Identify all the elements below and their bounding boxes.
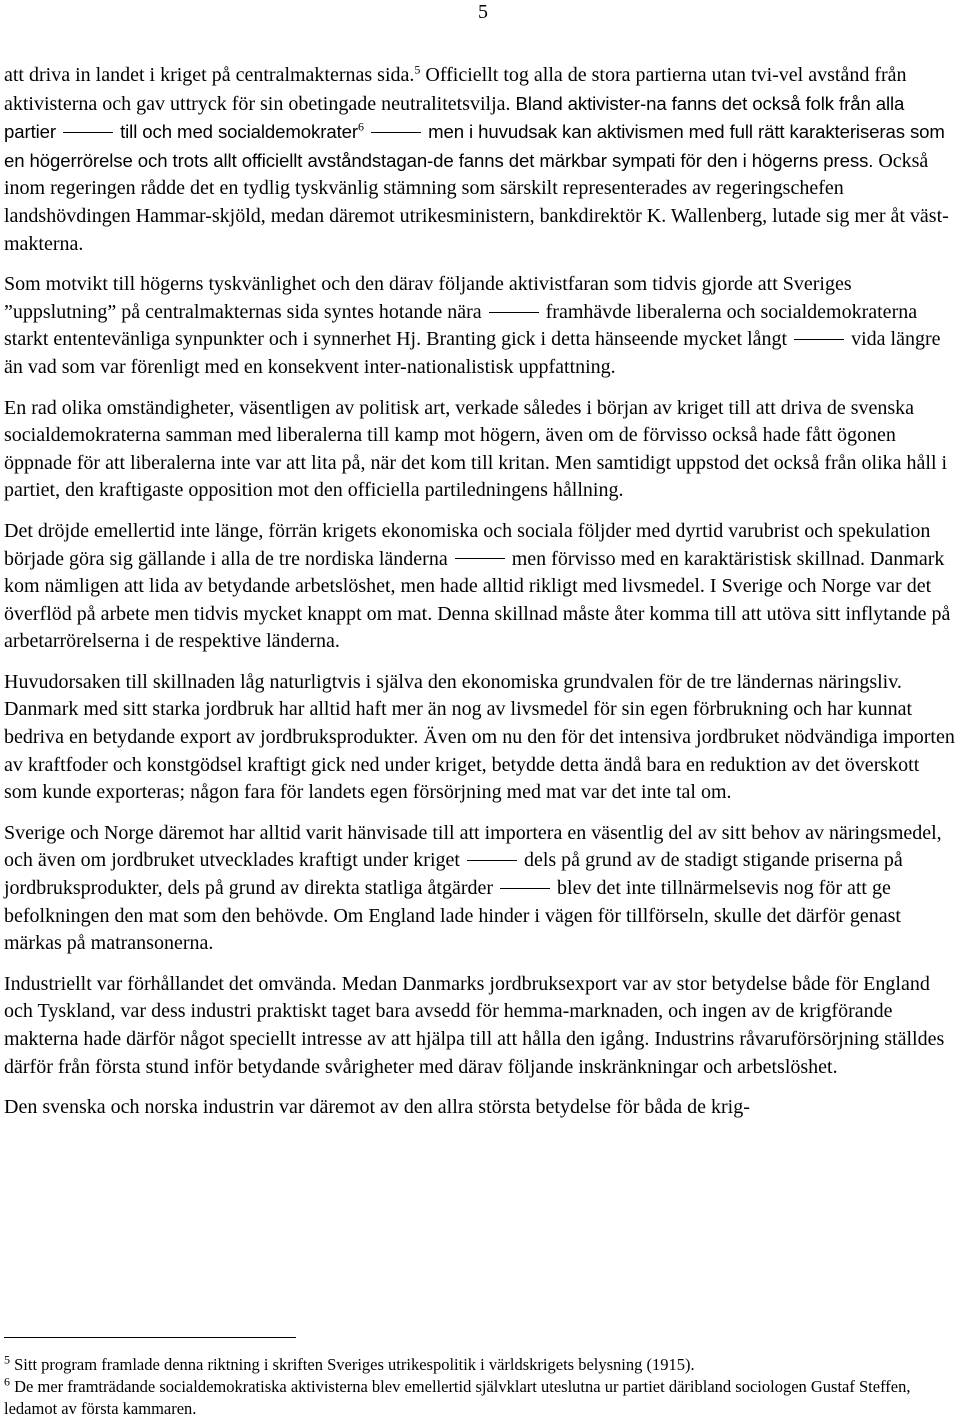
paragraph-6-text-b: dels på grund av de stadigt stigande priserna på jordbruksprodukter, dels på grund av direkta statliga åtgärder: [4, 849, 903, 900]
paragraph-1-text-a: att driva in landet i kriget på centralmakternas sida.: [4, 64, 415, 86]
footnote-text: Sitt program framlade denna riktning i skriften Sveriges utrikespolitik i världskrigets belysning (1915).: [10, 1355, 695, 1374]
footnote-ref-6[interactable]: 6: [357, 119, 364, 134]
footnotes: [4, 1354, 956, 1420]
paragraph-6: [4, 820, 956, 958]
paragraph-1-text-c: Bland aktivister-na fanns det också folk från alla partier: [4, 92, 905, 143]
em-dash: [489, 312, 539, 313]
paragraph-2-text-b: framhävde liberalerna och socialdemokraterna starkt ententevänliga synpunkter och i synnerhet Hj. Branting gick i detta hänseende mycket långt: [4, 300, 918, 351]
paragraph-3: En rad olika omständigheter, väsentligen av politisk art, verkade således i början av kriget till att driva de svenska socialdemokraterna samman med liberalerna till kamp mot högern, även om de förvisso också hade fått ögonen öppnade för att liberalerna inte var att lita på, när det kom till kritan. Men samtidigt uppstod det också från olika håll i partiet, den kraftigaste opposition mot den officiella partiledningens hållning.: [4, 396, 948, 502]
footnote-divider: [4, 1337, 296, 1338]
em-dash: [371, 132, 421, 133]
footnote-6: [4, 1376, 956, 1420]
em-dash: [794, 339, 844, 340]
em-dash: [63, 132, 113, 133]
paragraph-4: [4, 518, 956, 656]
paragraph-6-text-a: Sverige och Norge däremot har alltid varit hänvisade till att importera en väsentlig del av sitt behov av näringsmedel, och även om jordbruket utvecklades kraftigt under kriget: [4, 821, 942, 872]
page-number: 5: [478, 1, 488, 23]
footnote-ref-5[interactable]: 5: [414, 62, 421, 77]
paragraph-1-text-f: men i huvudsak kan aktivismen med full rätt karakteriseras som en högerrörelse och trots allt officiellt avståndstagan-de fanns det märkbar sympati för den i högerns press.: [4, 121, 945, 171]
footnote-5: [4, 1354, 956, 1376]
paragraph-8: Den svenska och norska industrin var däremot av den allra största betydelse för båda de krig-: [4, 1096, 750, 1119]
footnote-number: 6: [4, 1374, 10, 1389]
paragraph-1-text-g: Också inom regeringen rådde det en tydlig tyskvänlig stämning som särskilt representerades av regeringschefen landshövdingen Hammar-skjöld, medan däremot utrikesministern, bankdirektör K. Wallenberg, lutade sig mer åt väst-makterna.: [4, 149, 949, 255]
paragraph-1-text-b: Officiellt tog alla de stora partierna utan tvi-vel avstånd från aktivisterna och gav uttryck för sin obetingade neutralitetsvilja.: [4, 64, 907, 115]
body-text: [4, 62, 956, 1135]
paragraph-4-text-a: Det dröjde emellertid inte länge, förrän krigets ekonomiska och sociala följder med dyrtid varubrist och spekulation började göra sig gällande i alla de tre nordiska länderna: [4, 519, 931, 570]
em-dash: [455, 558, 505, 559]
paragraph-1: [4, 62, 956, 258]
paragraph-4-text-b: men förvisso med en karaktäristisk skillnad. Danmark kom nämligen att lida av betydande arbetslöshet, men hade alltid rikligt med livsmedel. I Sverige och Norge var det överflöd på arbete men tidvis mycket knappt om mat. Denna skillnad måste åter komma till att utöva sitt inflytande på arbetarrörelserna i de respektive länderna.: [4, 547, 951, 653]
footnote-text: De mer framträdande socialdemokratiska aktivisterna blev emellertid självklart uteslutna ur partiet däribland sociologen Gustaf Steffen, ledamot av första kammaren.: [4, 1377, 911, 1418]
paragraph-2: [4, 271, 956, 381]
paragraph-6-text-c: blev det inte tillnärmelsevis nog för att ge befolkningen den mat som den behövde. Om England lade hinder i vägen för tillförseln, skulle det därför genast märkas på matransonerna.: [4, 877, 901, 955]
paragraph-7: Industriellt var förhållandet det omvända. Medan Danmarks jordbruksexport var av stor betydelse både för England och Tyskland, var dess industri praktiskt taget bara avsedd för hemma-marknaden, och ingen av de krigförande makterna hade därför något speciellt intresse av att hjälpa till att hålla den igång. Industrins råvaruförsörjning ställdes därför från första stund inför betydande svårigheter med därav följande inskränkningar och arbetslöshet.: [4, 972, 945, 1078]
paragraph-2-text-a: Som motvikt till högerns tyskvänlighet och den därav följande aktivistfaran som tidvis gjorde att Sveriges ”uppslutning” på centralmakternas sida syntes hotande nära: [4, 273, 852, 323]
em-dash: [500, 888, 550, 889]
paragraph-5: Huvudorsaken till skillnaden låg naturligtvis i själva den ekonomiska grundvalen för de tre ländernas näringsliv. Danmark med sitt starka jordbruk har alltid haft mer än nog av livsmedel för sin egen förbrukning och har kunnat bedriva en betydande export av jordbruksprodukter. Även om nu den för det intensiva jordbruket nödvändiga importen av kraftfoder och konstgödsel kraftigt gick ned under kriget, betydde detta ändå bara en reduktion av det överskott som kunde exporteras; någon fara för landets egen försörjning med mat var det inte tal om.: [4, 670, 955, 804]
paragraph-1-text-e: [364, 121, 369, 142]
footnote-number: 5: [4, 1352, 10, 1367]
paragraph-2-text-c: vida längre än vad som var förenligt med en konsekvent inter-nationalistisk uppfattning.: [4, 328, 941, 378]
em-dash: [467, 860, 517, 861]
paragraph-1-text-d: till och med socialdemokrater: [115, 121, 358, 143]
